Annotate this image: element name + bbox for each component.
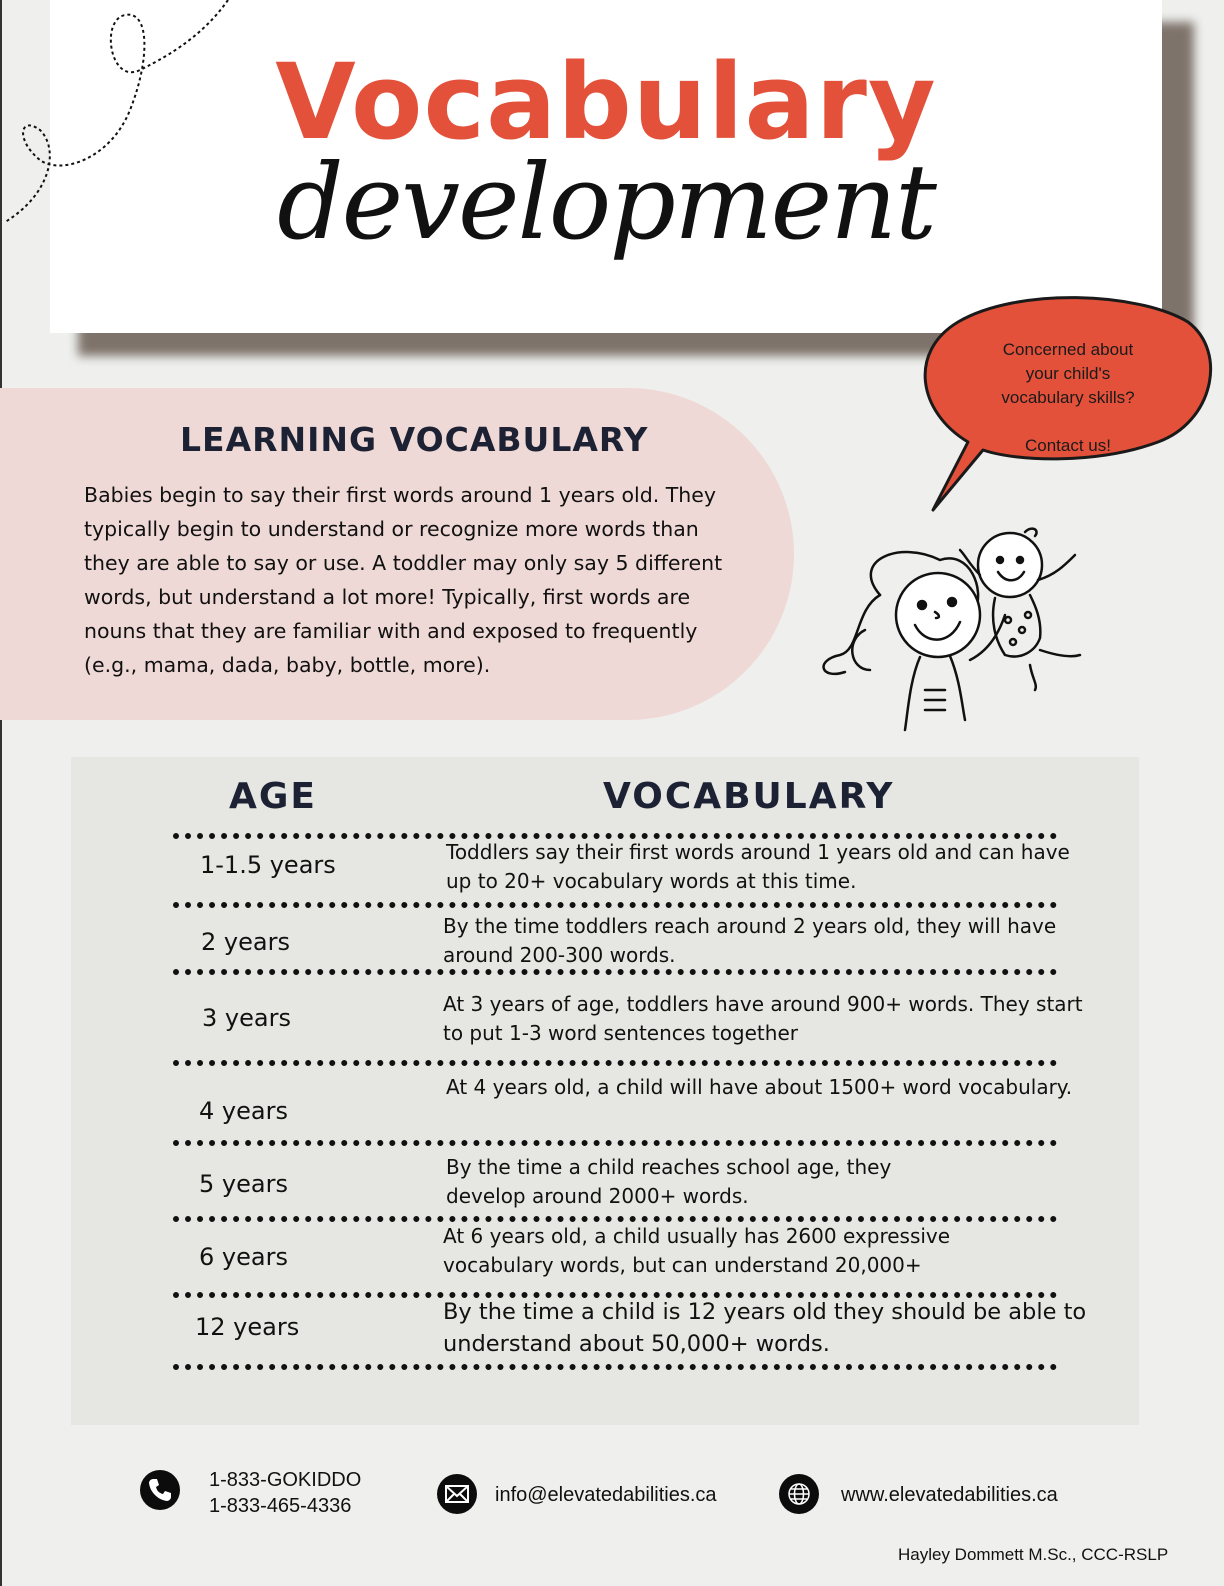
vocabulary-cell: At 6 years old, a child usually has 2600 expressive vocabulary words, but can understand 20,000+ bbox=[443, 1224, 951, 1277]
row-divider bbox=[173, 1140, 1057, 1146]
vocabulary-cell: By the time toddlers reach around 2 years old, they will have around 200-300 words. bbox=[443, 914, 1057, 967]
bubble-line: your child's bbox=[1025, 364, 1111, 383]
mother-baby-illustration bbox=[810, 520, 1100, 735]
age-cell: 5 years bbox=[199, 1170, 288, 1198]
website-link[interactable]: www.elevatedabilities.ca bbox=[841, 1484, 1058, 1506]
row-divider bbox=[173, 902, 1057, 908]
title-development: development bbox=[277, 141, 935, 263]
learning-body: Babies begin to say their first words around 1 years old. They typically begin to understand or recognize more words than they are able to say or use. A toddler may only say 5 different words, but understand a lot more! Typically, first words are nouns that they are familiar with and exposed to frequently (e.g., mama, dada, baby, bottle, more). bbox=[84, 483, 723, 677]
dotted-swirl-decoration bbox=[0, 0, 240, 240]
vocabulary-cell: By the time a child reaches school age, they develop around 2000+ words. bbox=[446, 1155, 892, 1208]
vocabulary-cell: At 3 years of age, toddlers have around 900+ words. They start to put 1-3 word sentences together bbox=[443, 992, 1083, 1045]
vocabulary-cell: Toddlers say their first words around 1 years old and can have up to 20+ vocabulary words at this time. bbox=[446, 840, 1070, 893]
vocabulary-cell: At 4 years old, a child will have about 1500+ word vocabulary. bbox=[446, 1075, 1073, 1099]
author-credit: Hayley Dommett M.Sc., CCC-RSLP bbox=[898, 1545, 1169, 1564]
bubble-text bbox=[945, 338, 1191, 458]
vocabulary-cell: By the time a child is 12 years old they should be able to understand about 50,000+ words. bbox=[443, 1299, 1087, 1357]
bubble-line: vocabulary skills? bbox=[1001, 388, 1135, 407]
email-icon bbox=[437, 1474, 477, 1514]
email-link[interactable]: info@elevatedabilities.ca bbox=[495, 1484, 717, 1506]
column-header-age: AGE bbox=[229, 776, 318, 817]
phone-number[interactable]: 1-833-GOKIDDO bbox=[209, 1469, 362, 1491]
phone-number-alt[interactable]: 1-833-465-4336 bbox=[209, 1495, 352, 1517]
age-cell: 3 years bbox=[202, 1004, 291, 1032]
contact-us-text: Contact us! bbox=[1025, 436, 1111, 455]
globe-icon bbox=[779, 1474, 819, 1514]
learning-heading: LEARNING VOCABULARY bbox=[180, 420, 649, 459]
row-divider bbox=[173, 1364, 1057, 1370]
age-cell: 12 years bbox=[195, 1313, 300, 1341]
age-cell: 4 years bbox=[199, 1097, 288, 1125]
column-header-vocabulary: VOCABULARY bbox=[603, 776, 895, 817]
age-cell: 1-1.5 years bbox=[200, 851, 336, 879]
row-divider bbox=[173, 1060, 1057, 1066]
title-vocabulary: Vocabulary bbox=[275, 41, 937, 163]
bubble-line: Concerned about bbox=[1002, 340, 1134, 359]
age-cell: 6 years bbox=[199, 1243, 288, 1271]
age-cell: 2 years bbox=[201, 928, 290, 956]
phone-icon bbox=[140, 1470, 180, 1510]
